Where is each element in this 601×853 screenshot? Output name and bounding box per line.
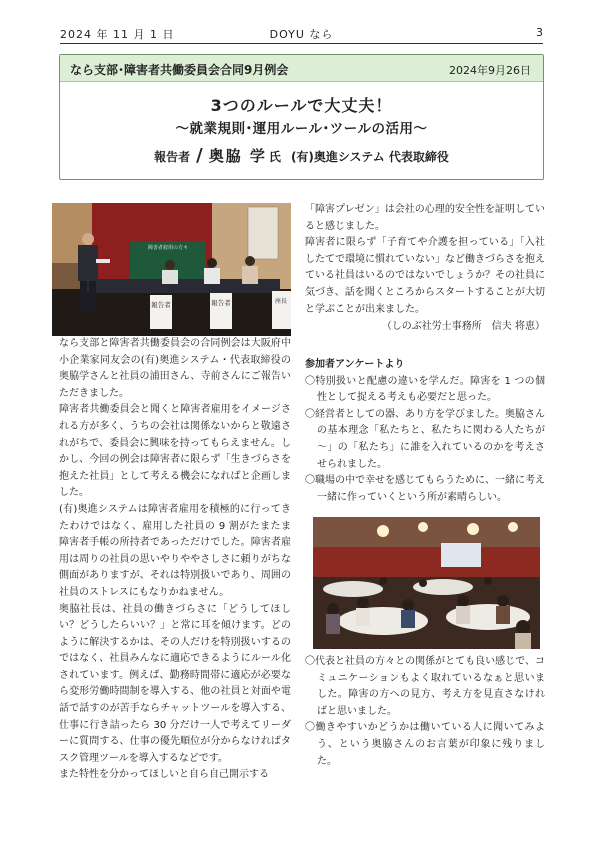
event-date: 2024年9月26日: [449, 64, 531, 77]
article-title: 3つのルールで大丈夫！: [210, 96, 393, 115]
photo-banner-text: 障害者雇用の方々: [147, 245, 189, 251]
survey-item: 〇代表と社員の方々との関係がとても良い感じで、コミュニケーションもよく取れているなぁと思いました。障害の方への見方、考え方を見直さなければと思いました。: [305, 656, 545, 717]
survey-title: 参加者アンケートより: [305, 359, 405, 370]
left-column: [59, 336, 291, 784]
body-paragraph: (有)奥進システムは障害者雇用を積極的に行ってきたわけではなく、雇用した社員の 9 割がたまたま障害者手帳の所持者であっただけでした。障害者雇用は周りの社員の思いやりややさしさに頼りがちな側面がありますが、それは特別扱いであり、周囲の社員のストレスにもなりかねません。: [59, 503, 291, 598]
reporter-name: 奥脇 学: [208, 147, 267, 165]
survey-item: 〇働きやすいかどうかは働いている人に聞いてみよう、という奥脇さんのお言葉が印象に残りました。: [305, 722, 545, 767]
photo-sign-2: 報告者: [211, 299, 231, 307]
body-paragraph: 障害者に限らず「子育てや介護を担っている」「入社したてで環境に慣れていない」など働きづらさを抱えている社員はいるのではないでしょうか？その社員に気づき、話を聞くところからスタートすることが大切と学ぶことが出来ました。: [305, 237, 545, 315]
presentation-photo: [52, 203, 291, 336]
right-column-continuation: [305, 202, 545, 336]
photo-sign-3: 座長: [274, 298, 288, 305]
header-rule: [60, 43, 543, 44]
article-subtitle: ～就業規則･運用ルール･ツールの活用～: [175, 121, 428, 137]
page-number: 3: [536, 26, 543, 39]
reporter-honorific: 氏: [268, 150, 281, 164]
body-paragraph: また特性を分かってほしいと自ら自己開示する: [59, 769, 269, 781]
issue-date: 2024 年 11 月 1 日: [60, 28, 175, 41]
reporter-line: [60, 145, 543, 166]
presentation-photo-image: [52, 203, 291, 336]
event-band: [60, 55, 543, 82]
article-header: [59, 54, 544, 180]
photo-sign-1: 報告者: [151, 301, 171, 309]
banquet-photo-image: [313, 517, 540, 649]
running-header: [60, 24, 543, 44]
survey-item: 〇特別扱いと配慮の違いを学んだ。障害を 1 つの個性として捉える考えも必要だと思った。: [305, 375, 545, 404]
reporter-label: 報告者: [154, 150, 191, 164]
survey-section-continued: [305, 654, 545, 770]
survey-item: 〇職場の中で幸せを感じてもらうために、一緒に考え一緒に作っていくという所が素晴らしい。: [305, 475, 545, 503]
author-credit: （しのぶ社労士事務所 信夫 将恵）: [381, 321, 545, 333]
event-name: なら支部･障害者共働委員会合同9月例会: [70, 63, 289, 77]
body-paragraph: なら支部と障害者共働委員会の合同例会は大阪府中小企業家同友会の(有)奥進システム・代表取締役の奥脇学さんと社員の浦田さん、寺前さんにご報告いただきました。: [59, 338, 291, 399]
publication-name: DOYU なら: [269, 28, 334, 41]
survey-item: 〇経営者としての器、あり方を学びました。奥脇さんの基本理念「私たちと、私たちに関わる人たちが～」の「私たち」に誰を入れているのかを考えさせられました。: [305, 408, 545, 470]
survey-section: [305, 357, 545, 506]
body-paragraph: 奥脇社長は、社員の働きづらさに「どうしてほしい？どうしたらいい？」と常に耳を傾けます。どのように解決するかは、その人だけを特別扱いするのではなく、社員みんなに適応できるようにルール化されています。例えば、勤務時間帯に適応が必要なら変形労働時間制を導入する、他の社員と対面や電話で話すのが苦手ならチャットツールを導入する、仕事に行き詰ったら 30 分だけ一人で考えてリーダーに質問する、仕事の優先順位が分からなければタスク管理ツールを導入するなどです。: [59, 603, 291, 764]
body-paragraph: 「障害プレゼン」は会社の心理的安全性を証明していると感じました。: [305, 204, 545, 232]
body-paragraph: 障害者共働委員会と聞くと障害者雇用をイメージされる方が多く、うちの会社は関係ないからと敬遠されがちで、委員会に興味を持ってもらえません。しかし、今回の例会は障害者に限らず「生きづらさを抱えた社員」として考える機会になればと企画しました。: [59, 404, 291, 499]
banquet-photo: [313, 517, 540, 649]
slash-divider: /: [196, 145, 203, 166]
reporter-company: (有)奥進システム 代表取締役: [290, 150, 449, 164]
